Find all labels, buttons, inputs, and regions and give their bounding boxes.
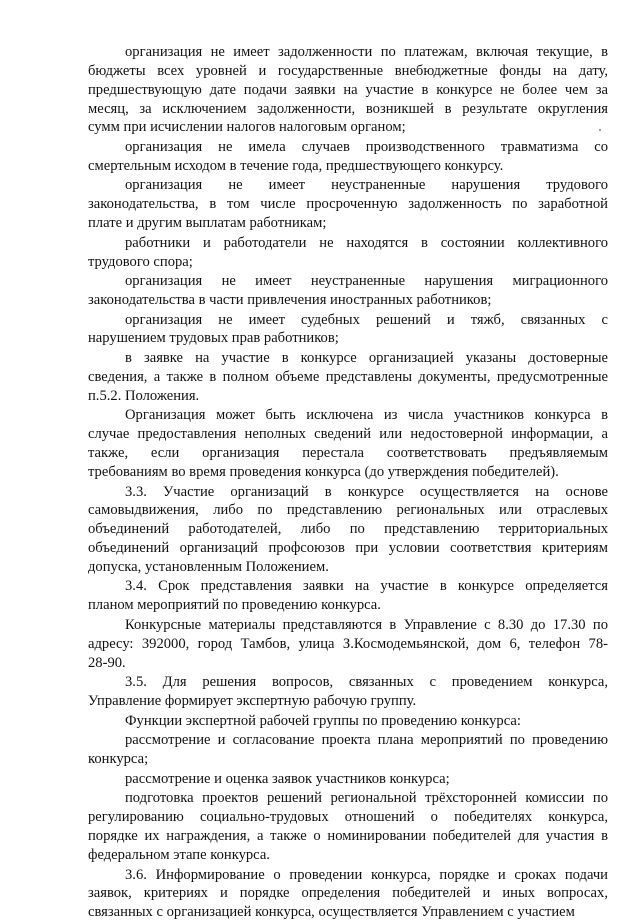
text-line: сведения, а также в полном объеме представлены документы, предусмотренные — [88, 369, 608, 385]
text-line: объединений организаций профсоюзов при условии соответствия критериям — [88, 540, 608, 556]
text-line: законодательства в части привлечения иностранных работников; — [88, 292, 492, 308]
text-line: случае предоставления неполных сведений или недостоверной информации, а — [88, 426, 608, 442]
text-line: организация не имеет неустраненные нарушения трудового — [125, 177, 608, 193]
text-line: объединений работодателей, либо по представлению территориальных — [88, 521, 608, 537]
text-line: нарушением трудовых прав работников; — [88, 330, 339, 346]
text-line: подготовка проектов решений региональной трёхсторонней комиссии по — [125, 790, 608, 806]
text-line: заявок, критериях и порядке определения победителей и иных вопросах, — [88, 885, 608, 901]
text-line: 28-90. — [88, 655, 126, 671]
text-line: 3.3. Участие организаций в конкурсе осуществляется на основе — [125, 484, 608, 500]
text-line: 3.5. Для решения вопросов, связанных с проведением конкурса, — [125, 674, 608, 690]
text-line: Организация может быть исключена из числа участников конкурса в — [125, 407, 608, 423]
text-line: работники и работодатели не находятся в состоянии коллективного — [125, 235, 608, 251]
text-line: смертельным исходом в течение года, предшествующего конкурсу. — [88, 158, 504, 174]
text-line: федеральном этапе конкурса. — [88, 847, 270, 863]
text-line: в заявке на участие в конкурсе организацией указаны достоверные — [125, 350, 608, 366]
text-line: п.5.2. Положения. — [88, 388, 200, 404]
text-line: 3.6. Информирование о проведении конкурса, порядке и сроках подачи — [125, 867, 608, 883]
text-line: требованиям во время проведения конкурса (до утверждения победителей). — [88, 464, 559, 480]
text-line: бюджеты всех уровней и государственные внебюджетные фонды на дату, — [88, 63, 608, 79]
text-line: предшествующую дате подачи заявки на участие в конкурсе не более чем за — [88, 82, 608, 98]
text-line: рассмотрение и оценка заявок участников конкурса; — [125, 771, 450, 787]
text-line: Конкурсные материалы представляются в Управление с 8.30 до 17.30 по — [125, 617, 608, 633]
text-line: месяц, за исключением задолженности, возникшей в результате округления — [88, 101, 608, 117]
text-line: планом мероприятий по проведению конкурса. — [88, 597, 381, 613]
text-line: регулированию социально-трудовых отношений о победителях конкурса, — [88, 809, 608, 825]
text-line: связанных с организацией конкурса, осуществляется Управлением с участием — [88, 904, 575, 920]
text-line: сумм при исчислении налогов налоговым органом; — [88, 119, 406, 135]
text-line: законодательства, в том числе просроченную задолженность по заработной — [88, 196, 608, 212]
text-line: организация не имеет неустраненные нарушения миграционного — [125, 273, 608, 289]
text-line: 3.4. Срок представления заявки на участие в конкурсе определяется — [125, 578, 608, 594]
text-line: Управление формирует экспертную рабочую группу. — [88, 693, 417, 709]
text-line: организация не имеет судебных решений и тяжб, связанных с — [125, 312, 608, 328]
text-line: Функции экспертной рабочей группы по проведению конкурса: — [125, 713, 521, 729]
text-line: конкурса; — [88, 751, 149, 767]
text-line: организация не имеет задолженности по платежам, включая текущие, в — [125, 44, 608, 60]
text-line: плате и другим выплатам работникам; — [88, 215, 327, 231]
text-line: организация не имела случаев производственного травматизма со — [125, 139, 608, 155]
text-line: порядке их награждения, а также о номинировании победителей для участия в — [88, 828, 608, 844]
text-line: также, если организация перестала соответствовать предъявляемым — [88, 445, 608, 461]
text-line: самовыдвижения, либо по представлению региональных или отраслевых — [88, 502, 608, 518]
text-line: допуска, установленным Положением. — [88, 559, 329, 575]
text-line: рассмотрение и согласование проекта плана мероприятий по проведению — [125, 732, 608, 748]
text-line: адресу: 392000, город Тамбов, улица З.Космодемьянской, дом 6, телефон 78- — [88, 636, 608, 652]
text-line: трудового спора; — [88, 254, 193, 270]
